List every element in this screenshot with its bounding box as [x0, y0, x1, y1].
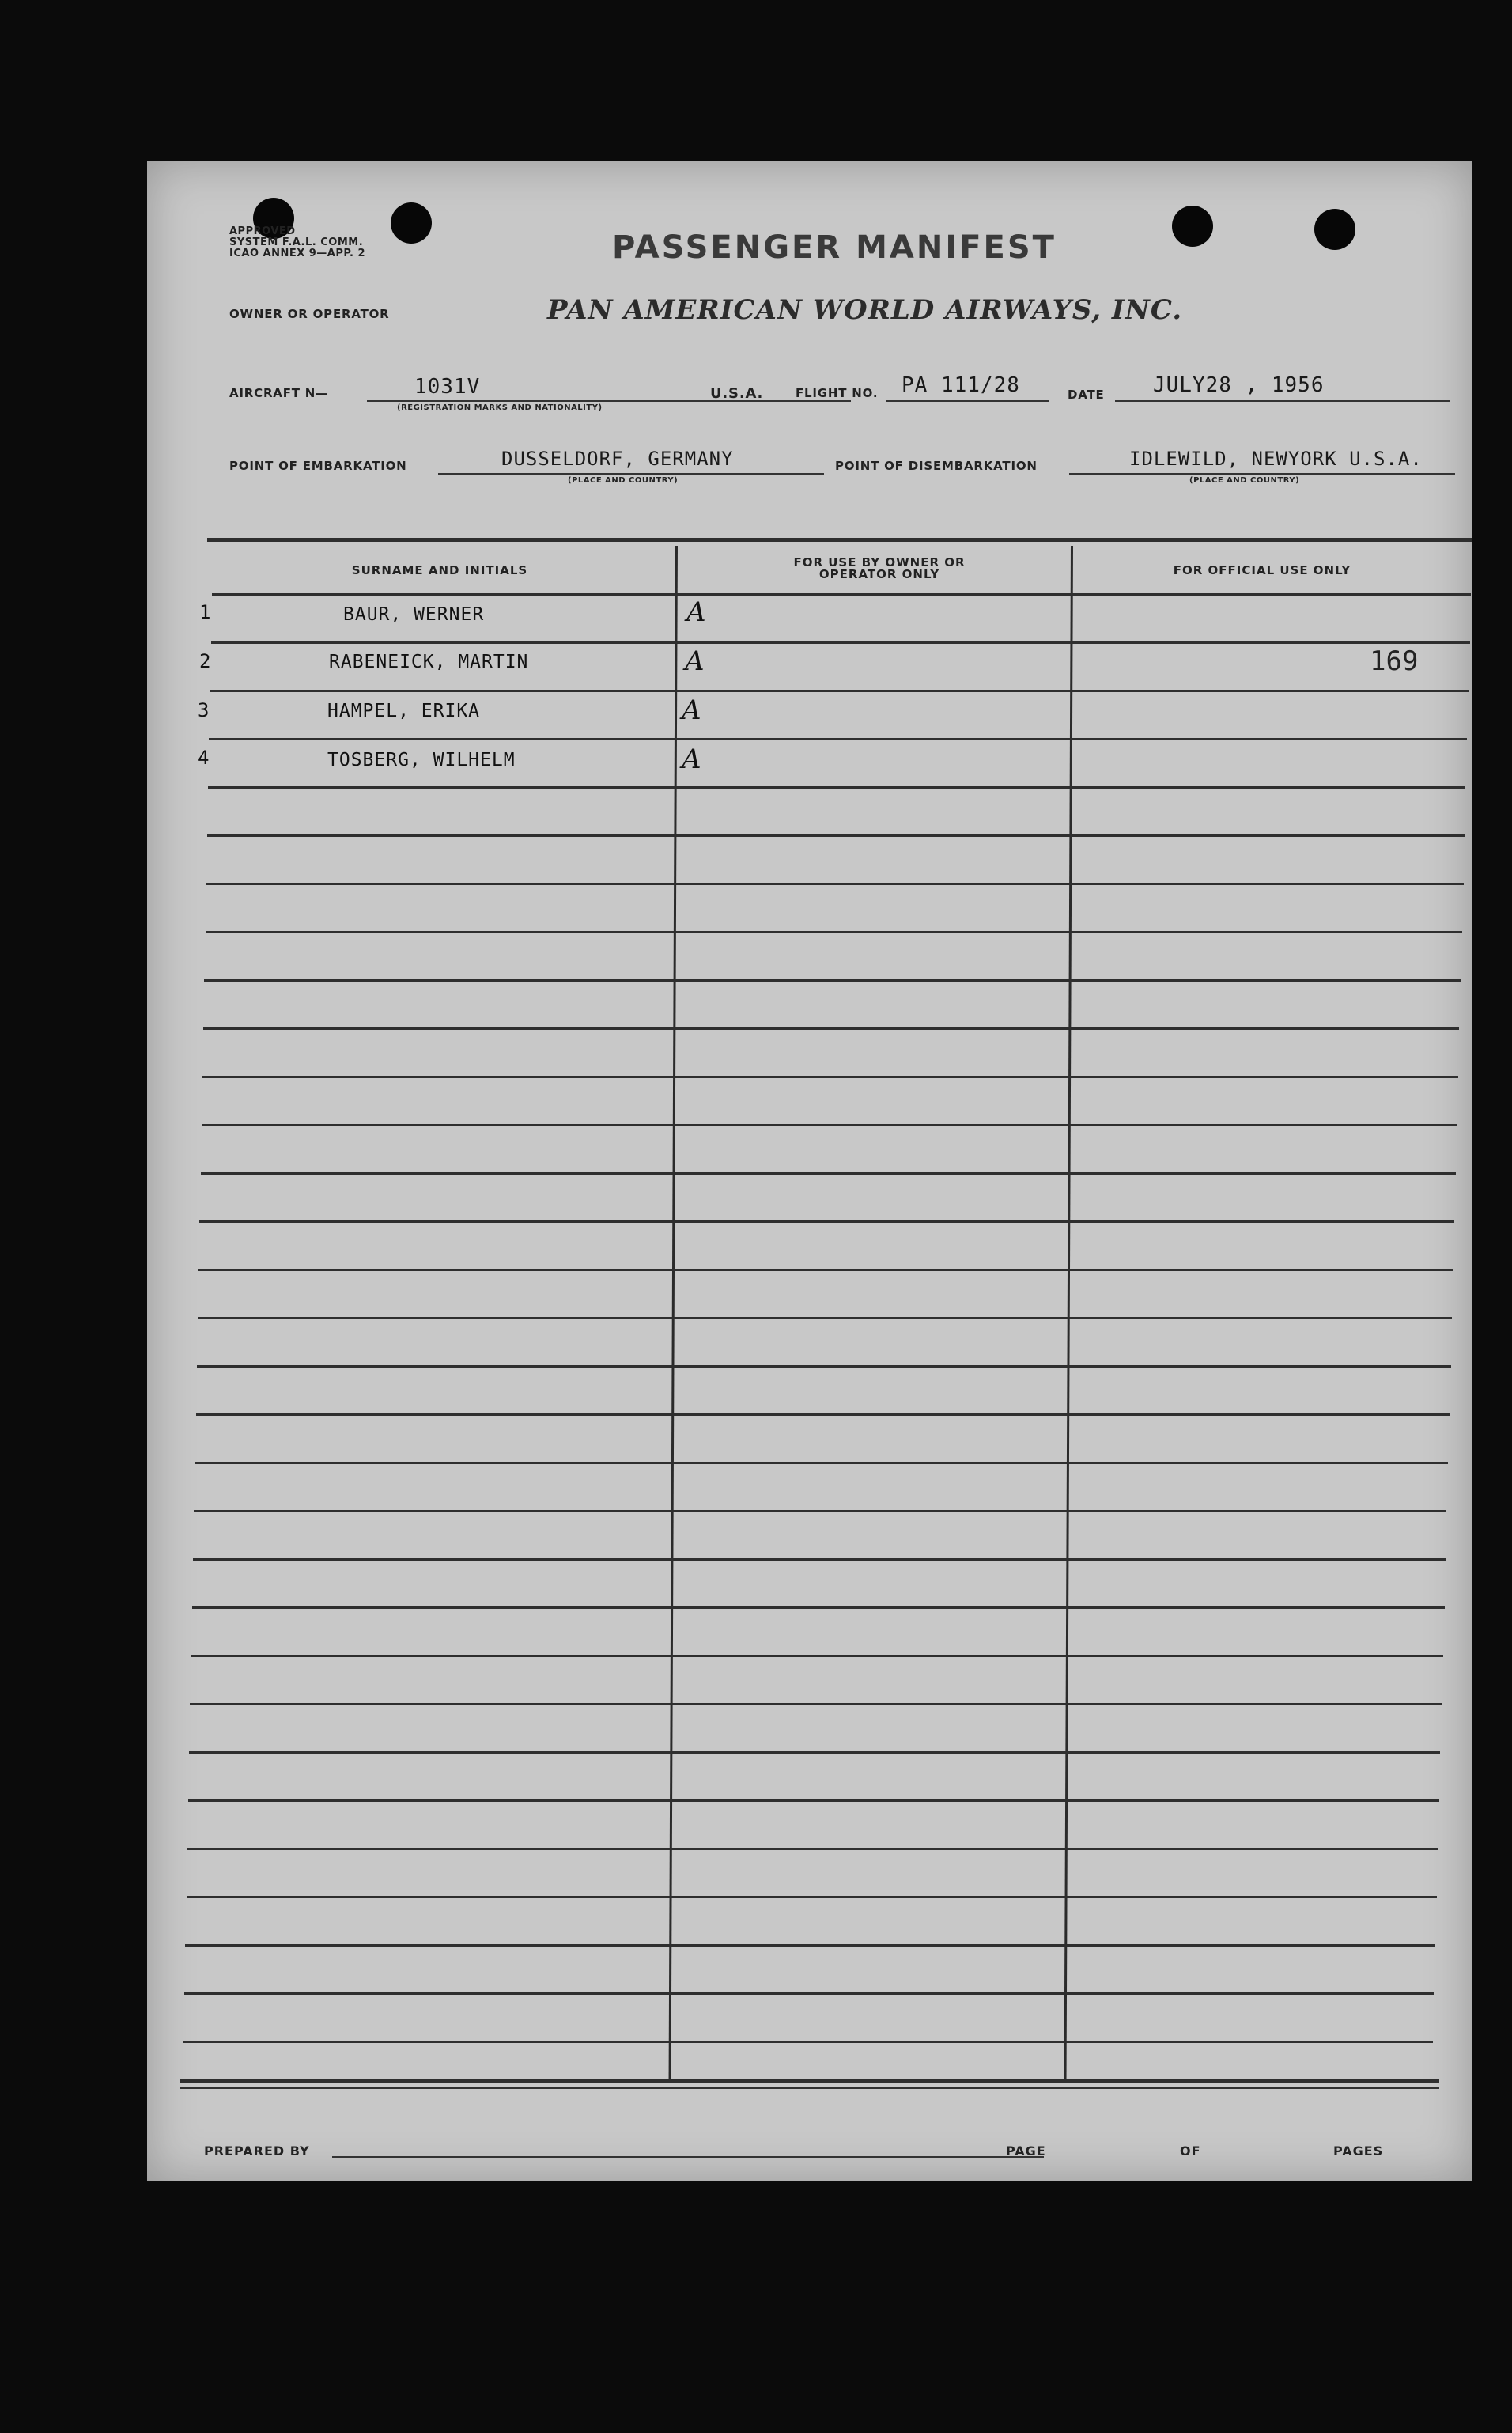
table-bottom-rule: [180, 2079, 1439, 2083]
punch-hole: [391, 202, 432, 244]
row-rule: [195, 1462, 1448, 1464]
embarkation-underline: [438, 473, 824, 475]
row-rule: [196, 1413, 1450, 1416]
row-rule: [187, 1848, 1438, 1850]
row-rule: [211, 641, 1470, 644]
row-rule: [202, 1124, 1457, 1126]
passenger-mark: A: [682, 744, 701, 775]
row-rule: [210, 690, 1469, 692]
passenger-name[interactable]: RABENEICK, MARTIN: [329, 652, 529, 672]
passenger-name[interactable]: TOSBERG, WILHELM: [327, 750, 516, 770]
row-rule: [185, 1944, 1435, 1947]
official-use-header: FOR OFFICIAL USE ONLY: [1173, 563, 1351, 577]
passenger-mark: A: [685, 645, 705, 677]
aircraft-value[interactable]: 1031V: [414, 375, 481, 399]
table-top-rule: [207, 538, 1472, 542]
row-rule: [190, 1703, 1442, 1705]
row-rule: [209, 738, 1467, 740]
official-number: 169: [1370, 645, 1419, 677]
prepared-by-label: PREPARED BY: [204, 2144, 310, 2159]
row-rule: [208, 786, 1465, 789]
date-underline: [1115, 400, 1450, 402]
row-rule: [203, 1027, 1459, 1030]
of-label: OF: [1180, 2144, 1201, 2159]
disembarkation-label: POINT OF DISEMBARKATION: [835, 459, 1038, 473]
row-rule: [188, 1799, 1439, 1802]
surname-header: SURNAME AND INITIALS: [351, 563, 528, 577]
row-rule: [184, 1992, 1434, 1995]
row-rule: [206, 883, 1464, 885]
country-label: U.S.A.: [710, 385, 764, 402]
embarkation-caption: (PLACE AND COUNTRY): [568, 476, 679, 485]
row-rule: [198, 1269, 1453, 1271]
row-rule: [191, 1655, 1443, 1657]
approval-line: ICAO ANNEX 9—APP. 2: [229, 248, 366, 259]
row-rule: [204, 979, 1461, 982]
row-rule: [207, 834, 1465, 837]
page-label: PAGE: [1006, 2144, 1046, 2159]
owner-use-header: FOR USE BY OWNER OR OPERATOR ONLY: [793, 555, 966, 581]
aircraft-label: AIRCRAFT N—: [229, 386, 328, 400]
row-number: 1: [199, 601, 211, 623]
row-rule: [201, 1172, 1456, 1175]
row-rule: [192, 1606, 1445, 1609]
aircraft-underline: [367, 400, 851, 402]
flight-underline: [886, 400, 1049, 402]
row-rule: [198, 1317, 1452, 1319]
flight-value[interactable]: PA 111/28: [902, 373, 1020, 397]
disembarkation-underline: [1069, 473, 1455, 475]
row-rule: [183, 2041, 1433, 2043]
row-number: 2: [199, 650, 211, 672]
passenger-mark: A: [682, 694, 701, 726]
pages-label: PAGES: [1333, 2144, 1384, 2159]
row-number: 3: [198, 699, 210, 721]
row-rule: [202, 1076, 1458, 1078]
embarkation-value[interactable]: DUSSELDORF, GERMANY: [501, 448, 734, 470]
row-rule: [187, 1896, 1437, 1898]
approval-line: APPROVED: [229, 225, 296, 237]
row-number: 4: [198, 747, 210, 769]
row-rule: [194, 1510, 1446, 1512]
prepared-by-line[interactable]: [332, 2156, 1044, 2158]
row-rule: [199, 1220, 1454, 1223]
disembarkation-value[interactable]: IDLEWILD, NEWYORK U.S.A.: [1129, 448, 1423, 470]
row-rule: [189, 1751, 1440, 1754]
row-rule: [197, 1365, 1451, 1368]
table-bottom-rule: [180, 2087, 1439, 2089]
passenger-name[interactable]: BAUR, WERNER: [343, 604, 485, 625]
registration-caption: (REGISTRATION MARKS AND NATIONALITY): [397, 403, 603, 412]
operator-name: PAN AMERICAN WORLD AIRWAYS, INC.: [547, 294, 1183, 326]
disembarkation-caption: (PLACE AND COUNTRY): [1189, 476, 1300, 485]
approval-stamp: [229, 226, 365, 259]
flight-label: FLIGHT NO.: [796, 386, 879, 400]
date-label: DATE: [1068, 388, 1105, 402]
row-rule: [206, 931, 1462, 933]
embarkation-label: POINT OF EMBARKATION: [229, 459, 407, 473]
punch-hole: [1314, 209, 1355, 250]
punch-hole: [1172, 206, 1213, 247]
passenger-name[interactable]: HAMPEL, ERIKA: [327, 701, 481, 721]
approval-line: SYSTEM F.A.L. COMM.: [229, 236, 364, 248]
owner-label: OWNER OR OPERATOR: [229, 307, 390, 321]
row-rule: [212, 593, 1471, 596]
date-value[interactable]: JULY28 , 1956: [1153, 373, 1325, 397]
passenger-mark: A: [686, 596, 706, 628]
row-rule: [193, 1558, 1446, 1561]
form-title: PASSENGER MANIFEST: [612, 229, 1057, 266]
manifest-sheet: [147, 161, 1472, 2181]
